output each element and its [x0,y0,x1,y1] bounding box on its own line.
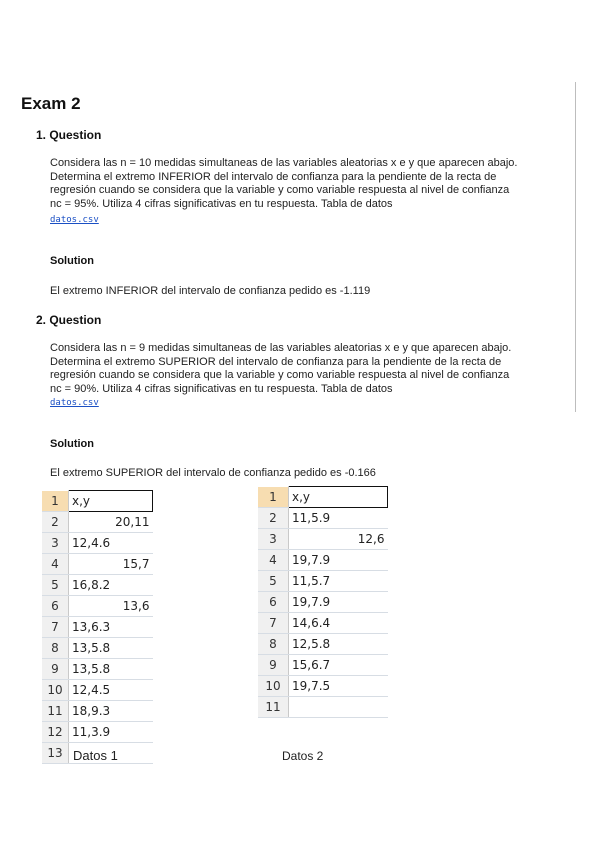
sheet-row [42,722,153,743]
row-number[interactable]: 2 [42,512,69,533]
row-number[interactable]: 9 [258,655,289,676]
sheet-cell[interactable]: 12,6 [289,529,388,550]
question-1-line: Determina el extremo INFERIOR del intervalo de confianza para la pendiente de la recta de [50,170,497,183]
sheet-cell[interactable]: 19,7.9 [289,592,388,613]
exam-title: Exam 2 [21,94,81,113]
row-number[interactable]: 3 [42,533,69,554]
sheet-row [42,533,153,554]
question-2-line: Determina el extremo SUPERIOR del intervalo de confianza para la pendiente de la recta de [50,355,502,368]
question-1-text [50,157,560,211]
sheet-cell[interactable]: 11,5.7 [289,571,388,592]
sheet-cell[interactable]: 12,4.5 [69,680,153,701]
sheet-row [42,659,153,680]
sheet-cell[interactable]: 13,6.3 [69,617,153,638]
sheet-cell[interactable]: 18,9.3 [69,701,153,722]
sheet-row [258,697,388,718]
sheet-cell[interactable] [289,697,388,718]
row-number[interactable]: 12 [42,722,69,743]
datos-1-caption: Datos 1 [73,748,118,763]
question-1-line: Considera las n = 10 medidas simultaneas de las variables aleatorias x e y que aparecen abajo. [50,157,518,169]
question-2-solution-text: El extremo SUPERIOR del intervalo de confianza pedido es -0.166 [50,467,376,479]
row-number[interactable]: 10 [42,680,69,701]
sheet-row [42,575,153,596]
question-2-text [50,342,560,396]
sheet-row [258,676,388,697]
sheet-cell[interactable]: 13,5.8 [69,659,153,680]
sheet-cell[interactable]: 12,4.6 [69,533,153,554]
row-number[interactable]: 2 [258,508,289,529]
sheet-row [42,554,153,575]
sheet-row [258,634,388,655]
sheet-cell[interactable]: 11,5.9 [289,508,388,529]
sheet-row [42,491,153,512]
sheet-row [258,550,388,571]
sheet-row [258,571,388,592]
question-1-line: regresión cuando se considera que la variable y como variable respuesta al nivel de confianza [50,184,510,196]
sheet-row [258,529,388,550]
page-divider-line [575,82,576,412]
question-1-solution-heading: Solution [50,255,94,267]
row-number[interactable]: 5 [42,575,69,596]
sheet-row [42,680,153,701]
sheet-cell[interactable]: 14,6.4 [289,613,388,634]
sheet-cell[interactable]: 11,3.9 [69,722,153,743]
sheet-cell[interactable]: 19,7.5 [289,676,388,697]
question-1-line: nc = 95%. Utiliza 4 cifras significativas en tu respuesta. Tabla de datos [50,197,393,210]
sheet-row [258,613,388,634]
sheet-row [42,512,153,533]
datos-2-spreadsheet [258,486,388,718]
row-number[interactable]: 9 [42,659,69,680]
row-number[interactable]: 1 [258,487,289,508]
row-number[interactable]: 3 [258,529,289,550]
row-number[interactable]: 8 [258,634,289,655]
question-2-heading: 2. Question [36,313,102,327]
sheet-cell[interactable]: 20,11 [69,512,153,533]
sheet-cell[interactable]: 13,6 [69,596,153,617]
sheet-row [42,596,153,617]
sheet-cell[interactable]: 15,6.7 [289,655,388,676]
datos-2-caption: Datos 2 [282,749,324,763]
question-2-data-link[interactable]: datos.csv [50,398,99,408]
sheet-row [258,655,388,676]
row-number[interactable]: 6 [42,596,69,617]
row-number[interactable]: 8 [42,638,69,659]
question-2-solution-heading: Solution [50,438,94,450]
row-number[interactable]: 4 [42,554,69,575]
row-number[interactable]: 7 [42,617,69,638]
row-number[interactable]: 11 [258,697,289,718]
row-number[interactable]: 11 [42,701,69,722]
sheet-cell[interactable]: 19,7.9 [289,550,388,571]
sheet-row [258,592,388,613]
active-cell[interactable]: x,y [69,491,153,512]
sheet-row [42,638,153,659]
question-2-line: nc = 90%. Utiliza 4 cifras significativas en tu respuesta. Tabla de datos [50,382,393,395]
question-2-line: Considera las n = 9 medidas simultaneas de las variables aleatorias x e y que aparecen abajo. [50,342,512,354]
datos-1-spreadsheet [42,490,153,764]
sheet-row [258,508,388,529]
question-1-heading: 1. Question [36,128,102,142]
row-number[interactable]: 10 [258,676,289,697]
sheet-cell[interactable]: 12,5.8 [289,634,388,655]
row-number[interactable]: 6 [258,592,289,613]
sheet-cell[interactable]: 16,8.2 [69,575,153,596]
sheet-row [258,487,388,508]
question-1-data-link[interactable]: datos.csv [50,215,99,225]
sheet-row [42,701,153,722]
row-number[interactable]: 13 [42,743,69,764]
row-number[interactable]: 1 [42,491,69,512]
row-number[interactable]: 7 [258,613,289,634]
active-cell[interactable]: x,y [289,487,388,508]
row-number[interactable]: 5 [258,571,289,592]
sheet-row [42,617,153,638]
question-2-line: regresión cuando se considera que la variable y como variable respuesta al nivel de confianza [50,369,510,381]
question-1-solution-text: El extremo INFERIOR del intervalo de confianza pedido es -1.119 [50,285,371,297]
sheet-cell[interactable]: 13,5.8 [69,638,153,659]
sheet-cell[interactable]: 15,7 [69,554,153,575]
row-number[interactable]: 4 [258,550,289,571]
